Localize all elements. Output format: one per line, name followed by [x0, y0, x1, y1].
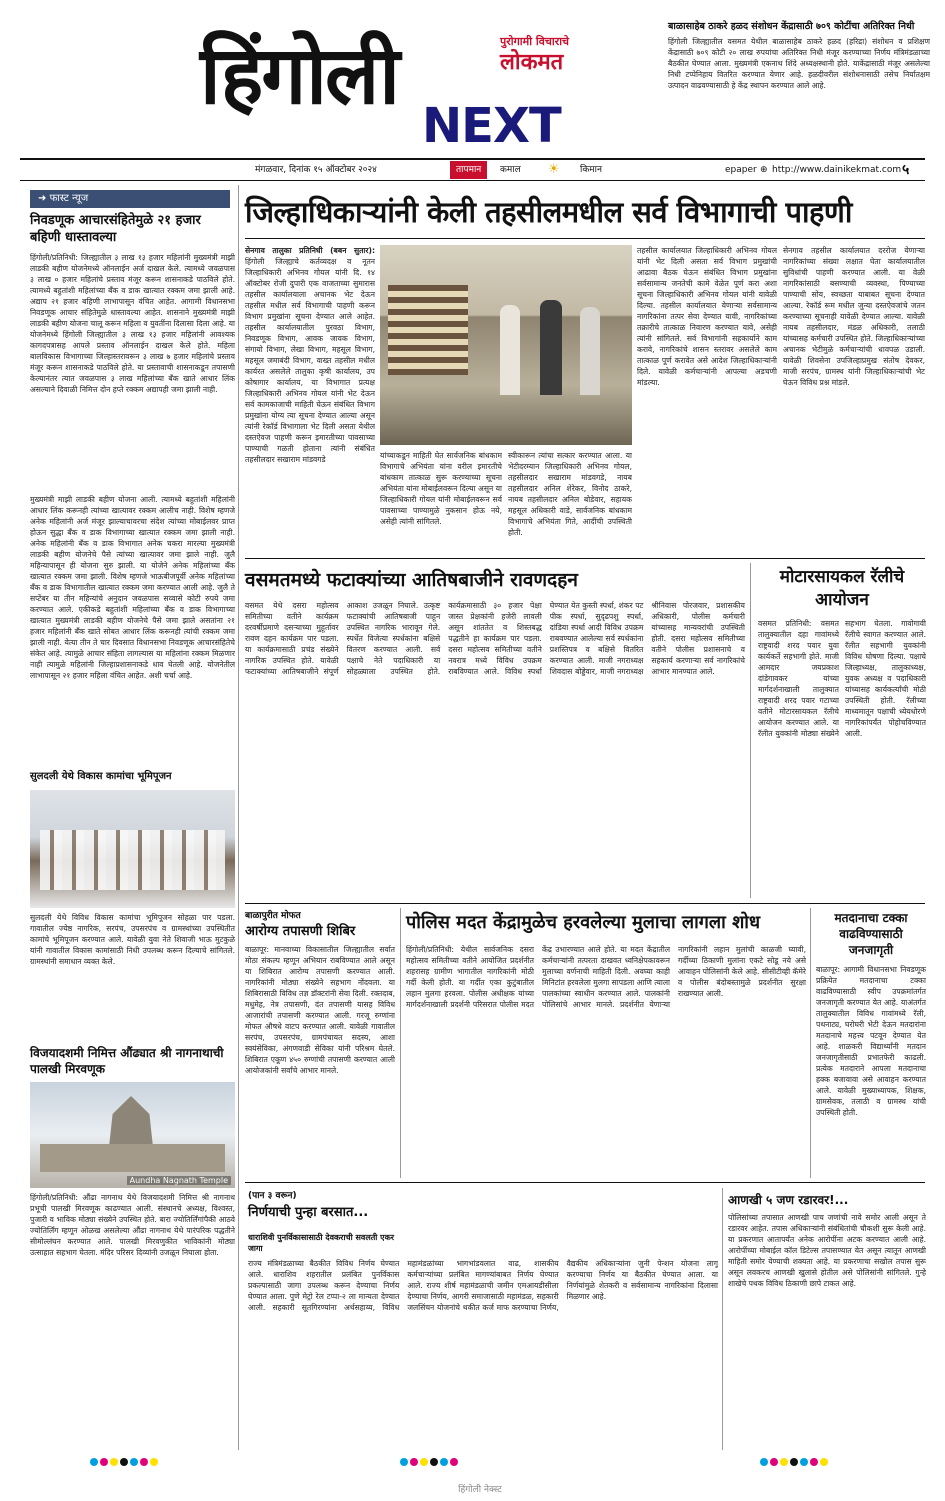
masthead-city: हिंगोली: [200, 28, 398, 122]
story5-body: बाळापूर: आगामी विधानसभा निवडणूक प्रक्रियेत मतदानाचा टक्का वाढविण्यासाठी स्वीप उपक्रमांतर्गत जनजागृती करण्यात येत आहे. याअंतर्गत तालुक्यातील विविध गावांमध्ये रॅली, पथनाट्य, घरोघरी भेटी देऊन मतदारांना मतदानाचे महत्त्व पटवून देण्यात येत आहे. शाळकरी विद्यार्थ्यांनी मतदान जनजागृतीसाठी प्रभातफेरी काढली. प्रत्येक मतदाराने आपला मतदानाचा हक्क बजावावा असे आवाहन करण्यात आले. यावेळी मुख्याध्यापक, शिक्षक, ग्रामसेवक, तलाठी व ग्रामस्थ यांची उपस्थिती होती.: [816, 965, 926, 1117]
story5-headline: मतदानाचा टक्का वाढविण्यासाठी जनजागृती: [834, 911, 908, 957]
tahsil-inspection-photo: [380, 245, 632, 445]
masthead-edition: NEXT: [422, 98, 561, 154]
story3-kicker: बाळापुरीत मोफत: [245, 911, 301, 921]
lead-col-2: यांच्याकडून माहिती घेत सार्वजनिक बांधकाम विभागाचे अभियंता यांना वरील इमारतीचे बांधकाम तात्काळ सुरू करण्याच्या सूचना अभियंता यांना मोबाईलवरून दिल्या असून या जिल्हाधिकारी गोयल यांनी मोबाईलवरून सर्व पावसाच्या पाण्यामुळे नुकसान होऊ नये, असेही त्यांनी सांगितले.: [380, 451, 502, 526]
story6-headline: निर्णयाची पुन्हा बरसात...: [248, 1205, 369, 1220]
story2b-body: वसमत प्रतिनिधी: वसमत तालुक्यातील दहा गावांमध्ये राष्ट्रवादी शरद पवार युवा कार्यकर्ते सहभागी होते. माजी आमदार जयप्रकाश दांडेगावकर यांच्या मार्गदर्शनाखाली तालुक्यात राष्ट्रवादी शरद पवार गटाच्या वतीने मोटारसायकल रॅलीचे आयोजन करण्यात आले. या रॅलीत युवकांनी मोठ्या संख्येने सहभाग घेतला. गावोगावी रॅलीचे स्वागत करण्यात आले. रॅलीत सहभागी युवकांनी विविध घोषणा दिल्या. पक्षाचे जिल्हाध्यक्ष, तालुकाध्यक्ष, युवक अध्यक्ष व पदाधिकारी यांच्यासह कार्यकर्त्यांची मोठी उपस्थिती होती. रॅलीच्या माध्यमातून पक्षाची ध्येयधोरणे नागरिकांपर्यंत पोहोचविण्यात आली.: [758, 619, 926, 738]
brief-headline: बाळासाहेब ठाकरे हळद संशोधन केंद्रासाठी ७०९ कोटींचा अतिरिक्त निधी: [668, 21, 915, 32]
globe-icon: ⊕: [760, 165, 768, 175]
circle-arrow-icon: ➜: [38, 193, 50, 204]
masthead: [200, 20, 600, 154]
temperature-label: तापमान: [450, 161, 487, 179]
sidebar-headline: निवडणूक आचारसंहितेमुळे २१ हजार बहिणी धास्तावल्या: [30, 213, 201, 245]
sidebar-body-1: हिंगोली/प्रतिनिधी: जिल्ह्यातील ३ लाख १३ हजार महिलांनी मुख्यमंत्री माझी लाडकी बहीण योजनेमध्ये ऑनलाईन अर्ज दाखल केले. त्यामध्ये जवळपास ३ लाख ० हजार महिलांचे प्रस्ताव मंजूर करून शासनाकडे पाठविले होते. त्यामध्ये बहुतांशी महिलांच्या बँक व डाक खात्यात रक्कम जमा झाली आहे. अद्याप २१ हजार बहिणी लाभापासून वंचित आहेत. आगामी विधानसभा निवडणूक आचार संहितेमुळे धास्तावल्या आहेत. शासनाने मुख्यमंत्री माझी लाडकी बहीण योजना चालू करून महिला व युवतींना दिलासा दिला आहे. या योजनेमध्ये हिंगोली जिल्ह्यातील ३ लाख १३ हजार महिलांनी आवश्यक कागदपत्रासह आपले प्रस्ताव ऑनलाईन दाखल केले होते. महिला बालविकास विभागाच्या जिल्हास्तरावरून ३ लाख ७ हजार महिलांचे प्रस्ताव मंजूर करून शासनाकडे पाठविले होते. या प्रस्तावाची शासनाकडून तपासणी केल्यानंतर त्यात जवळपास ३ लाख महिलांच्या बँक खाते आधार लिंक असल्याने दिवाळी निमित्त दोन हप्ते रक्कम अद्यापही जमा झाली नाही.: [30, 253, 235, 394]
lead-col-1: सेनगाव तालुका प्रतिनिधी (बबन सुतार): हिंगोली जिल्ह्याचे कर्तव्यदक्ष व नूतन जिल्हाधिकारी अभिनव गोयल यांनी दि. १४ ऑक्टोबर रोजी दुपारी एक वाजताच्या सुमारास तहसील कार्यालयाला अचानक भेट देऊन तहसील मधील सर्व विभागाची पाहणी करून विभाग प्रमुखांना सूचना देण्यात आले आहेत. तहसील कार्यालयातील पुरवठा विभाग, निवडणूक विभाग, आवक जावक विभाग, संगायो विभाग, लेखा विभाग, महसूल विभाग, महसूल जमाबंदी विभाग, वाख्त तहसील मधील कार्यरत असलेले तालुका कृषी कार्यालय, उप कोषागार कार्यालय, या विभागात प्रत्यक्ष जिल्हाधिकारी अभिनव गोयल यांनी भेट देऊन सर्व कामकाजाची माहिती घेऊन संबंधित विभाग प्रमुखांना योग्य त्या सूचना देण्यात आल्या असून त्यांनी रेकॉर्ड विभागाला भेट दिली असता येथील दस्तऐवज पाहणी करून इमारतीच्या पावसाच्या पाण्याची गळती होताना त्यांनी संबंधित तहसीलदार सखाराम मांडवगडे: [245, 246, 375, 464]
brief-body: हिंगोली जिल्ह्यातील वसमत येथील बाळासाहेब ठाकरे हळद (हरिद्रा) संशोधन व प्रशिक्षण केंद्रासाठी ७०९ कोटी २० लाख रुपयांचा अतिरिक्त निधी मंजूर करण्याच्या निर्णय मंत्रिमंडळाच्या बैठकीत घेण्यात आला. मुख्यमंत्री एकनाथ शिंदे अध्यक्षस्थानी होते. याकेंद्रासाठी मंजूर असलेल्या निधी टप्पेनिहाय वितरित करण्यात येणार आहे. हळदीवरील संशोधनासाठी तसेच निर्यातक्षम उत्पादन वाढवण्यासाठी हे केंद्र स्थापन करण्यात आले आहे.: [668, 37, 930, 90]
fast-news-banner: ➜ फास्ट न्यूज: [30, 190, 230, 208]
masthead-tagline: पुरोगामी विचाराचे: [500, 35, 570, 48]
site-url[interactable]: http://www.dainikekmat.com: [772, 165, 902, 175]
bhoomipujan-photo: [30, 790, 235, 908]
story7-body: पोलिसांच्या तपासात आणखी पाच जणांची नावे समोर आली असून ते रडारवर आहेत. तपास अधिकाऱ्यांनी संबंधितांची चौकशी सुरू केली आहे. या प्रकरणात आतापर्यंत अनेक आरोपींना अटक करण्यात आली आहे. आरोपींच्या मोबाईल कॉल डिटेल्स तपासण्यात येत असून त्यातून आणखी माहिती समोर येण्याची शक्यता आहे. या प्रकरणाचा सखोल तपास सुरू असून लवकरच आणखी खुलासे होतील असे पोलिसांनी सांगितले. गुन्हे शाखेचे पथक विविध ठिकाणी छापे टाकत आहे.: [728, 1213, 926, 1288]
registration-marks-left: [90, 1458, 158, 1470]
epaper-label: epaper: [725, 165, 757, 175]
story3-body: बाळापूर: मानवाच्या विकासातील जिल्ह्यातील सर्वात मोठा संकल्प म्हणून अभियान राबविण्यात आले असून या शिबिरात आरोग्य तपासणी करण्यात आली. नागरिकांनी मोठ्या संख्येने सहभाग नोंदवला. या शिबिरासाठी विविध तज्ञ डॉक्टरांनी सेवा दिली. रक्तदाब, मधुमेह, नेत्र तपासणी, दंत तपासणी यासह विविध आजारांची तपासणी करण्यात आली. गरजू रुग्णांना मोफत औषधे वाटप करण्यात आली. यावेळी गावातील सरपंच, उपसरपंच, ग्रामपंचायत सदस्य, आशा स्वयंसेविका, अंगणवाडी सेविका यांनी परिश्रम घेतले. शिबिरात एकूण ४५० रुग्णांची तपासणी करण्यात आली आयोजकांनी सर्वांचे आभार मानले.: [245, 945, 395, 1075]
dateline-bar: [20, 161, 925, 179]
page-number: ५: [902, 162, 910, 178]
story2b-headline: मोटारसायकल रॅलीचे आयोजन: [779, 567, 905, 610]
registration-marks-mid: [400, 1458, 458, 1470]
sidebar-headline-3: विजयादशमी निमित्त औंढ्यात श्री नागनाथाची पालखी मिरवणूक: [30, 1046, 224, 1076]
lead-col-4: तहसील कार्यालयात जिल्हाधिकारी अभिनव गोयल यांनी भेट दिली असता सर्व विभाग प्रमुखांची आढावा बैठक घेऊन संबंधित विभाग प्रमुखांना सर्वसामान्य जनतेची कामे वेळेत पूर्ण करा अशा सूचना जिल्हाधिकारी अभिनव गोयल यांनी यावेळी दिल्या. तहसील कार्यालयात येणाऱ्या सर्वसामान्य नागरिकांना तत्पर सेवा देण्यात यावी, नागरिकांच्या तक्रारीचे तात्काळ निवारण करण्यात यावे, असेही त्यांनी सांगितले. सर्व विभागांनी सहकार्याने काम करावे, नागरिकांचे शासन स्तरावर असलेले काम तात्काळ पूर्ण करावेत असे आदेश जिल्हाधिकाऱ्यांनी दिले. यावेळी कर्मचाऱ्यांनी आपल्या अडचणी मांडल्या.: [637, 246, 777, 387]
dateline-date: मंगळवार, दिनांक १५ ऑक्टोबर २०२४: [255, 165, 377, 175]
top-right-brief: [668, 20, 930, 150]
masthead-brand: लोकमत: [500, 49, 564, 75]
sidebar-body-3: सुलदली येथे विविध विकास कामांचा भूमिपूजन सोहळा पार पडला. गावातील ज्येष्ठ नागरिक, सरपंच, उपसरपंच व ग्रामस्थांच्या उपस्थितीत कामांचे भूमिपूजन करण्यात आले. यावेळी युवा नेते शिवाजी भाऊ मुटकुळे यांनी गावातील विकास कामांसाठी निधी उपलब्ध करून दिल्याचे सांगितले. ग्रामस्थांनी समाधान व्यक्त केले.: [30, 913, 235, 966]
story3-headline: आरोग्य तपासणी शिबिर: [245, 924, 356, 939]
registration-marks-right: [760, 1458, 828, 1470]
story4-body: हिंगोली/प्रतिनिधी: येथील सार्वजनिक दसरा महोत्सव समितीच्या वतीने आयोजित प्रदर्शनीत शहरासह ग्रामीण भागातील नागरिकांनी मोठी गर्दी केली होती. या गर्दीत एका कुटुंबातील लहान मुलगा हरवला. पोलीस अधीक्षक यांच्या मार्गदर्शनाखाली प्रदर्शनी परिसरात पोलीस मदत केंद्र उभारण्यात आले होते. या मदत केंद्रातील कर्मचाऱ्यांनी तत्परता दाखवत ध्वनिक्षेपकावरून मुलाच्या वर्णनाची माहिती दिली. अवघ्या काही मिनिटांत हरवलेला मुलगा सापडला आणि त्याला पालकांच्या स्वाधीन करण्यात आले. पालकांनी पोलिसांचे आभार मानले. प्रदर्शनीत येणाऱ्या नागरिकांनी लहान मुलांची काळजी घ्यावी, गर्दीच्या ठिकाणी मुलांना एकटे सोडू नये असे आवाहन पोलिसांनी केले आहे. सीसीटीव्ही कॅमेरे व पोलीस बंदोबस्तामुळे प्रदर्शनीत सुरक्षा राखण्यात आली.: [406, 945, 806, 1009]
photo-caption: Aundha Nagnath Temple: [127, 1176, 231, 1185]
story6-subhead: धाराशिवी पुनर्विकासासाठी देवकराची सवलती एकर जागा: [248, 1233, 394, 1253]
lead-col-3: स्वीकारून त्यांचा सत्कार करण्यात आला. या भेटीदरम्यान जिल्हाधिकारी अभिनव गोयल, तहसीलदार सखाराम मांडवगडे, नायब तहसीलदार अनिल शेरेकर, विनोद ठाकरे, नायब तहसीलदार अनिल बोडेवार, सहायक महसूल अधिकारी वाडे, सार्वजनिक बांधकाम विभागाचे अभियंता गिते, आदींची उपस्थिती होती.: [508, 451, 632, 537]
story2-body: वसमत येथे दसरा महोत्सव समितीच्या वतीने कार्यक्रम दरवर्षीप्रमाणे दसऱ्याच्या मुहूर्तावर रावण दहन कार्यक्रम पार पडला. या कार्यक्रमासाठी प्रचंड संख्येने नागरिक उपस्थित होते. यावेळी फटाक्यांच्या आतिषबाजीने संपूर्ण आकाश उजळून निघाले. उत्कृष्ट फटाक्यांची आतिषबाजी पाहून उपस्थित नागरिक भारावून गेले. स्पर्धेत विजेत्या स्पर्धकांना बक्षिसे वितरण करण्यात आली. सर्व पक्षाचे नेते पदाधिकारी या सोहळ्याला उपस्थित होते. कार्यक्रमासाठी ३० हजार पेक्षा जास्त प्रेक्षकांनी हजेरी लावली असून शांततेत व शिस्तबद्ध पद्धतीने हा कार्यक्रम पार पडला. दसरा महोत्सव समितीच्या वतीने नवरात्र मध्ये विविध उपक्रम राबविण्यात आले. विविध स्पर्धा घेण्यात येत कुस्ती स्पर्धा, शंकर पट पीक स्पर्धा, सुदृढपशु स्पर्धा, दांडिया स्पर्धा आदी विविध उपक्रम राबवण्यात आलेल्या सर्व स्पर्धकांना प्रशस्तिपत्र व बक्षिसे वितरित करण्यात आली. माजी नगराध्यक्ष शिवदास बोड्डेवार, माजी नगराध्यक्ष श्रीनिवास पोरजवार, प्रशासकीय अधिकारी, पोलीस कर्मचारी यांच्यासह मान्यवरांची उपस्थिती होती. दसरा महोत्सव समितीच्या वतीने पोलीस प्रशासनाचे व सहकार्य करणाऱ्या सर्व नागरिकांचे आभार मानण्यात आले.: [245, 601, 745, 676]
story2-headline: वसमतमध्ये फटाक्यांच्या आतिषबाजीने रावणदहन: [245, 569, 578, 591]
max-temp-label: कमाल: [500, 165, 521, 175]
sidebar-body-2: मुख्यमंत्री माझी लाडकी बहीण योजना आली. त्यामध्ये बहुतांशी महिलांनी आधार लिंक करूनही त्यांच्या खात्यावर रक्कम आलीच नाही. विशेष म्हणजे अनेक महिलांनी अर्ज मंजूर झाल्याचावरचा संदेश त्यांच्या मोबाईलवर प्राप्त होऊन सुद्धा बँक व डाक विभागाच्या खात्यात रक्कम जमा झाली नाही. अनेक महिलांनी बँक व डाक विभागात अनेक चकरा मारल्या मुख्यमंत्री लाडकी बहीण योजनेचे पैसे त्यांच्या खात्यावर जमा झाले नाही. जुलै महिन्यापासून ही योजना सुरु झाली. या योजेने अनेक महिलांच्या बँक खात्यात रक्कम जमा झाली. विशेष म्हणजे भाऊबीजपूर्वी अनेक महिलांच्या बँक व डाक विभागातील खात्यात रक्कम जमा करण्यात आली आहे. जुलै ते सप्टेंबर या तीन महिन्यांचे अनुदान जवळपास सव्वासे कोटी रुपये जमा करण्यात आले. एकीकडे बहुतांशी महिलांच्या बँक व डाक विभागाच्या खात्यात मुख्यमंत्री लाडकी बहीण योजनेचे पैसे जमा झाले असतांना २१ हजार महिलांनी बँक खाते सोबत आधार लिंक करूनही त्यांची रक्कम जमा झाली नाही. येत्या तीन ते चार दिवसात विधानसभा निवडणूक आचारसंहितेचे संकेत आहे. त्यामुळे आचार संहिता लागल्यास या महिलांना रक्कम मिळणार नाही त्यामुळे महिलांनी जिल्हाप्रशासनाकडे धाव घेतली आहे. योजनेतील लाभापासून २१ हजार महिला वंचित आहेत. अशी चर्चा आहे.: [30, 495, 235, 680]
story7-headline: आणखी ५ जण रडारवर!...: [728, 1193, 849, 1207]
story4-headline: पोलिस मदत केंद्रामुळेच हरवलेल्या मुलाचा लागला शोध: [406, 912, 761, 933]
min-temp-label: किमान: [580, 165, 602, 175]
aundha-temple-photo: [30, 1082, 235, 1188]
sidebar-headline-2: सुलदली येथे विकास कामांचा भूमिपूजन: [30, 771, 172, 782]
story6-kicker: (पान ३ वरून): [248, 1191, 297, 1201]
story6-body: राज्य मंत्रिमंडळाच्या बैठकीत विविध निर्णय घेण्यात आले. धाराशिव शहरातील प्रलंबित पुनर्विकास प्रकल्पासाठी जागा उपलब्ध करून देण्याचा निर्णय घेण्यात आला. पुणे मेट्रो रेल टप्पा-२ ला मान्यता देण्यात आली. सहकारी सूतगिरण्यांना अर्थसहाय्य, विविध महामंडळांच्या भागभांडवलात वाढ, शासकीय कर्मचाऱ्यांच्या प्रलंबित मागण्यांबाबत निर्णय घेण्यात आले. राज्य शीर्ष महामंडळाची जमीन एमआयडीसीला देण्याचा निर्णय, आगरी समाजासाठी महामंडळ, सहकारी जलसिंचन योजनांचे थकीत कर्ज माफ करण्याचा निर्णय, वैद्यकीय अधिकाऱ्यांना जुनी पेन्शन योजना लागू करण्याचा निर्णय या बैठकीत घेण्यात आला. या निर्णयांमुळे शेतकरी व सर्वसामान्य नागरिकांना दिलासा मिळणार आहे.: [248, 1259, 718, 1312]
lead-headline: जिल्हाधिकाऱ्यांनी केली तहसीलमधील सर्व विभागाची पाहणी: [245, 195, 852, 229]
page-footer: हिंगोली नेक्स्ट: [458, 1485, 502, 1495]
sidebar-body-4: हिंगोली/प्रतिनिधी: औंढा नागनाथ येथे विजयादशमी निमित्त श्री नागनाथ प्रभूची पालखी मिरवणूक काढण्यात आली. संस्थानचे अध्यक्ष, विश्वस्त, पुजारी व भाविक मोठ्या संख्येने उपस्थित होते. बारा ज्योतिर्लिंगांपैकी आठवे ज्योतिर्लिंग म्हणून ओळख असलेल्या औंढा नागनाथ येथे पारंपरिक पद्धतीने सीमोल्लंघन करण्यात आले. पालखी मिरवणुकीत भाविकांनी मोठ्या उत्साहात सहभाग घेतला. मंदिर परिसर दिव्यांनी उजळून निघाला होता.: [30, 1193, 235, 1257]
lead-col-5: सेनगाव तहसील कार्यालयात दररोज येणाऱ्या नागरिकांच्या संख्या लक्षात घेता कार्यालयातील सुविधांची पाहणी करण्यात आली. या वेळी नागरिकांसाठी बसण्याची व्यवस्था, पिण्याच्या पाण्याची सोय, स्वच्छता याबाबत सूचना देण्यात आल्या. रेकॉर्ड रूम मधील जुन्या दस्तऐवजांचे जतन करण्याच्या सूचनाही यावेळी देण्यात आल्या. यावेळी नायब तहसीलदार, मंडळ अधिकारी, तलाठी यांच्यासह कर्मचारी उपस्थित होते. जिल्हाधिकाऱ्यांच्या अचानक भेटीमुळे कर्मचाऱ्यांची धावपळ उडाली. यावेळी शिवसेना उपजिल्हाप्रमुख संतोष देवकर, माजी सरपंच, ग्रामस्थ यांनी जिल्हाधिकाऱ्यांची भेट घेऊन विविध प्रश्न मांडले.: [783, 246, 925, 387]
sun-icon: ☀: [548, 162, 560, 177]
